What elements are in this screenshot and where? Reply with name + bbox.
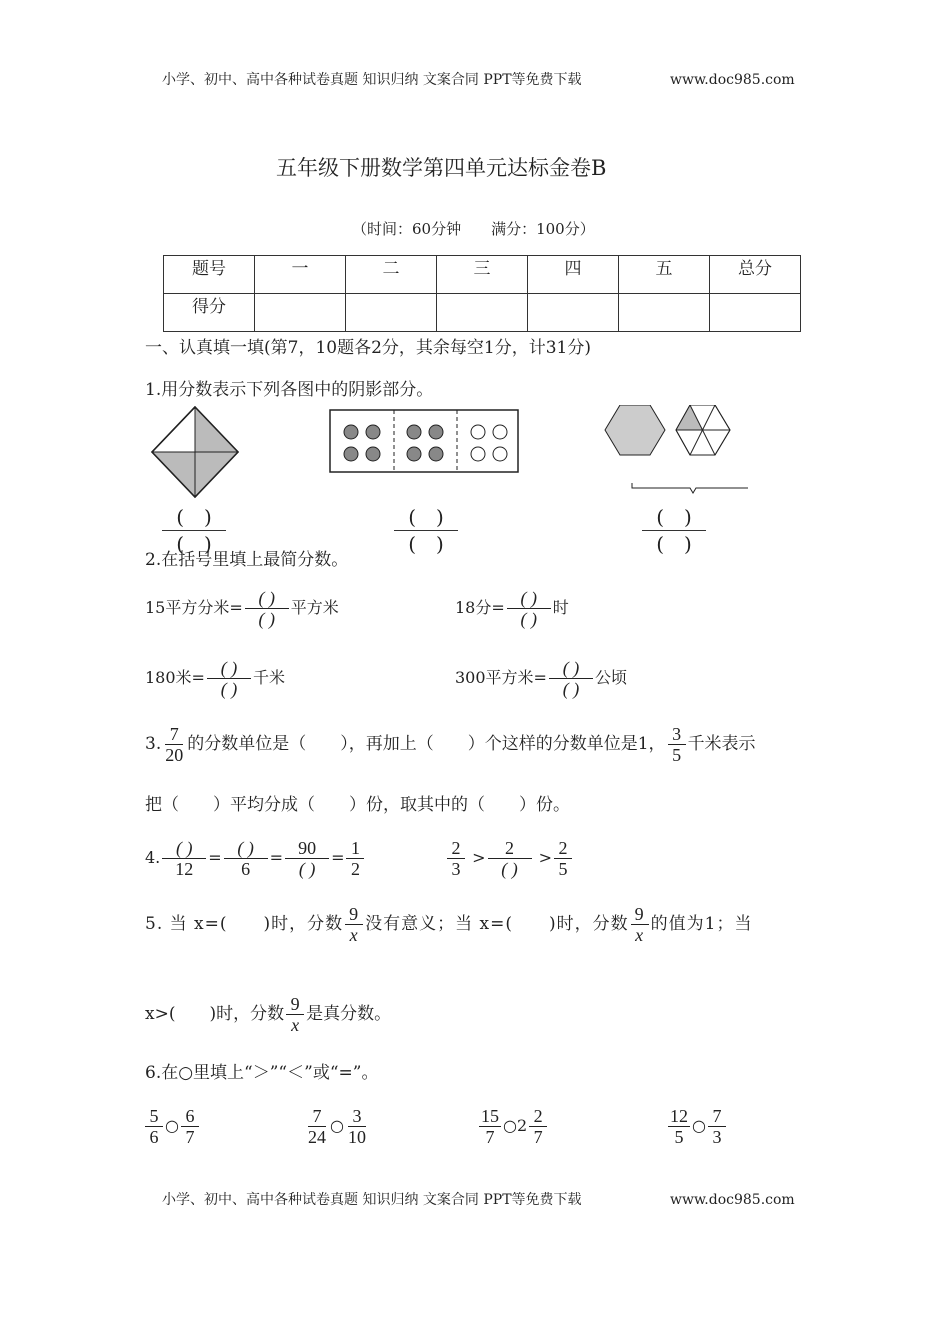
q5-line-1: 5. 当 x=( )时，分数 $\frac{9}{x}$ 没有意义；当 x=( )时，分数 $\frac{9}{x}$ 的值为1；当	[145, 904, 753, 945]
q6-item: $\frac{12}{5}$ ○ $\frac{7}{3}$	[666, 1106, 728, 1147]
th: 总分	[710, 256, 801, 294]
blank-fraction[interactable]: $\frac{( )}{( )}$	[207, 658, 251, 699]
page-title: 五年级下册数学第四单元达标金卷B	[276, 156, 607, 180]
blank-fraction[interactable]: $\frac{( )}{( )}$	[245, 588, 289, 629]
footer-url[interactable]: www.doc985.com	[670, 1192, 795, 1208]
header-url[interactable]: www.doc985.com	[670, 72, 795, 88]
q3-line-2: 把（ ）平均分成（ ）份，取其中的（ ）份。	[145, 795, 570, 815]
subtitle: （时间：60分钟 满分：100分）	[352, 220, 595, 238]
compare-circle[interactable]: ○	[692, 1116, 706, 1135]
score-cell[interactable]	[255, 294, 346, 332]
th: 题号	[164, 256, 255, 294]
th: 四	[528, 256, 619, 294]
diamond-figure	[152, 407, 238, 497]
q3-line-1: 3. $\frac{7}{20}$ 的分数单位是（ ），再加上（ ）个这样的分数单位是1， $\frac{3}{5}$ 千米表示	[145, 724, 756, 765]
hexagons-figure	[605, 405, 748, 493]
compare-circle[interactable]: ○	[503, 1116, 517, 1135]
compare-circle[interactable]: ○	[330, 1116, 344, 1135]
q6-text: 6.在○里填上“＞”“＜”或“=”。	[145, 1063, 379, 1083]
score-cell[interactable]	[346, 294, 437, 332]
q2-item: 300平方米= $\frac{( )}{( )}$ 公顷	[455, 658, 627, 699]
q5-line-2: x>( )时，分数 $\frac{9}{x}$ 是真分数。	[145, 994, 392, 1035]
q2-item: 18分= $\frac{( )}{( )}$ 时	[455, 588, 569, 629]
score-cell[interactable]	[437, 294, 528, 332]
footer-text: 小学、初中、高中各种试卷真题 知识归纳 文案合同 PPT等免费下载	[162, 1192, 582, 1208]
circles-figure	[330, 410, 518, 472]
q2-item: 180米= $\frac{( )}{( )}$ 千米	[145, 658, 285, 699]
score-cell[interactable]	[710, 294, 801, 332]
header-text: 小学、初中、高中各种试卷真题 知识归纳 文案合同 PPT等免费下载	[162, 72, 582, 88]
q6-item: $\frac{7}{24}$ ○ $\frac{3}{10}$	[308, 1106, 366, 1147]
q2-text: 2.在括号里填上最简分数。	[145, 550, 349, 570]
score-cell[interactable]	[619, 294, 710, 332]
th: 三	[437, 256, 528, 294]
q2-item: 15平方分米= $\frac{( )}{( )}$ 平方米	[145, 588, 339, 629]
q4-equation: 4. $\frac{( )}{12}$ = $\frac{( )}{6}$ = $\frac{90}{( )}$ = $\frac{1}{2}$	[145, 838, 366, 879]
th: 五	[619, 256, 710, 294]
score-cell[interactable]	[528, 294, 619, 332]
th: 二	[346, 256, 437, 294]
blank-fraction[interactable]: $\frac{( )}{( )}$	[507, 588, 551, 629]
row-label: 得分	[164, 294, 255, 332]
q1-answer-3[interactable]: ( ) ( )	[642, 506, 706, 555]
compare-circle[interactable]: ○	[165, 1116, 179, 1135]
q6-item: $\frac{15}{7}$ ○2 $\frac{2}{7}$	[477, 1106, 549, 1147]
q1-text: 1.用分数表示下列各图中的阴影部分。	[145, 380, 434, 400]
score-table	[163, 255, 801, 332]
q6-item: $\frac{5}{6}$ ○ $\frac{6}{7}$	[143, 1106, 201, 1147]
q1-answer-2[interactable]: ( ) ( )	[394, 506, 458, 555]
section-1-heading: 一、认真填一填(第7，10题各2分，其余每空1分，计31分)	[145, 338, 591, 358]
th: 一	[255, 256, 346, 294]
q1-answer-1[interactable]: ( ) ( )	[162, 506, 226, 555]
q4-inequality: $\frac{2}{3}$ > $\frac{2}{( )}$ > $\frac{2}{5}$	[445, 838, 574, 879]
q1-figures	[148, 405, 748, 505]
blank-fraction[interactable]: $\frac{( )}{( )}$	[549, 658, 593, 699]
